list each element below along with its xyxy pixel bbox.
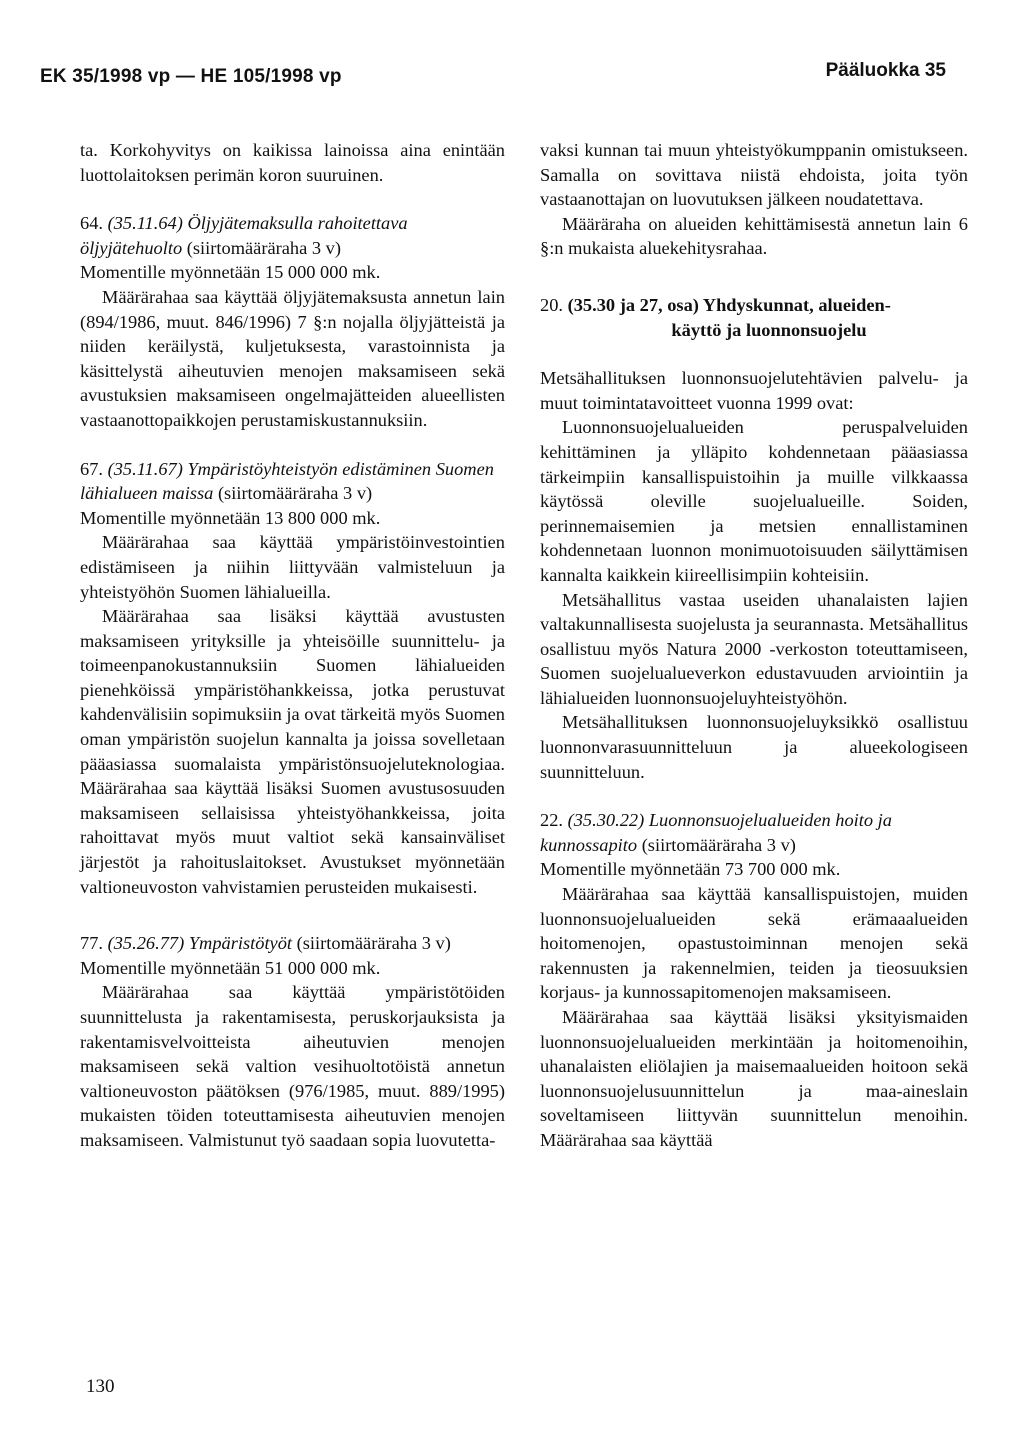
- item-22-heading: [540, 808, 968, 857]
- continuation-paragraph: vaksi kunnan tai muun yhteistyökumppanin omistukseen. Samalla on sovittava niistä ehdoista, joita työn vastaanottajan on luovutuksen jälkeen noudatettava.: [540, 140, 968, 210]
- intro-paragraph: ta. Korkohyvitys on kaikissa lainoissa aina enintään luottolaitoksen perimän koron suuruinen.: [80, 140, 505, 185]
- item-77-number: 77.: [80, 933, 103, 954]
- section-20-goals-intro: Metsähallituksen luonnonsuojelutehtävien palvelu- ja muut toimintatavoitteet vuonna 1999 ovat:: [540, 368, 968, 413]
- running-header-left: EK 35/1998 vp — HE 105/1998 vp: [40, 66, 342, 87]
- section-20-title-line2: käyttö ja luonnonsuojelu: [671, 319, 867, 340]
- section-20-heading: [540, 293, 968, 342]
- item-77-amount: Momentille myönnetään 51 000 000 mk.: [80, 957, 381, 978]
- item-77-text: Määrärahaa saa käyttää ympäristötöiden suunnittelusta ja rakentamisesta, peruskorjauksista ja rakentamisvelvoitteista aiheutuvien menojen maksamiseen sekä valtion vesihuoltotöistä annetun valtioneuvoston päätöksen (976/1985, muut. 889/1995) mukaisten töiden toteuttamisesta aiheutuvien menojen maksamiseen. Valmistunut työ saadaan sopia luovutetta-: [80, 982, 505, 1150]
- item-67-text-2: Määrärahaa saa lisäksi käyttää avustusten maksamiseen yrityksille ja yhteisöille suunnittelu- ja toimeenpanokustannuksiin Suomen lähialueiden pienehköissä ympäristöhankkeissa, jotka perustuvat kahdenvälisiin sopimuksiin ja ovat tärkeitä myös Suomen oman ympäristön suojelun kannalta ja joissa sovelletaan pääasiassa suomalaista ympäristönsuojeluteknologiaa. Määrärahaa saa käyttää lisäksi Suomen avustusosuuden maksamiseen sellaisissa yhteistyöhankkeissa, joita rahoittavat myös muut valtiot sekä kansainväliset järjestöt ja rahoituslaitokset. Avustukset myönnetään valtioneuvoston vahvistamien perusteiden mukaisesti.: [80, 606, 505, 897]
- item-22-number: 22.: [540, 810, 563, 831]
- right-column: [540, 138, 968, 1153]
- item-22-text-1: Määrärahaa saa käyttää kansallispuistojen, muiden luonnonsuojelualueiden sekä erämaaalueiden hoitomenojen, opastustoiminnan menojen sekä rakennusten ja rakennelmien, teiden ja tieosuuksien korjaus- ja kunnossapitomenojen maksamiseen.: [540, 884, 968, 1003]
- section-20-goal-2: Metsähallitus vastaa useiden uhanalaisten lajien valtakunnallisesta suojelusta ja seurannasta. Metsähallitus osallistuu myös Natura 2000 -verkoston toteuttamiseen, Suomen suojelualueverkon edustavuuden arviointiin ja lähialueiden luonnonsuojeluyhteistyöhön.: [540, 589, 968, 708]
- aluekehitys-paragraph: Määräraha on alueiden kehittämisestä annetun lain 6 §:n mukaista aluekehitysrahaa.: [540, 213, 968, 259]
- item-64-number: 64.: [80, 213, 103, 234]
- item-67-type: (siirtomääräraha 3 v): [217, 483, 373, 504]
- item-77-title: (35.26.77) Ympäristötyöt: [107, 933, 293, 954]
- page-number: 130: [86, 1376, 115, 1397]
- item-67-text-1: Määrärahaa saa käyttää ympäristöinvestointien edistämiseen ja niihin liittyvään valmisteluun ja yhteistyöhön Suomen lähialueilla.: [80, 532, 505, 602]
- item-22-text-2: Määrärahaa saa käyttää lisäksi yksityismaiden luonnonsuojelualueiden merkintään ja hoitomenoihin, uhanalaisten eliölajien ja maisemaalueiden hoitoon sekä luonnonsuojelusuunnittelun ja maa-aineslain soveltamiseen liittyvän suunnittelun menoihin. Määrärahaa saa käyttää: [540, 1007, 968, 1150]
- section-20-title-line1: (35.30 ja 27, osa) Yhdyskunnat, alueiden-: [567, 294, 891, 315]
- section-20-number: 20.: [540, 294, 563, 315]
- item-64-type: (siirtomääräraha 3 v): [186, 237, 341, 258]
- item-22-title: (35.30.22) Luonnonsuojelualueiden hoito ja kunnossapito: [540, 810, 892, 855]
- running-header-right: Pääluokka 35: [825, 60, 946, 81]
- item-67-number: 67.: [80, 458, 103, 479]
- item-64-heading: [80, 211, 505, 260]
- item-22-amount: Momentille myönnetään 73 700 000 mk.: [540, 859, 841, 880]
- item-77-type: (siirtomääräraha 3 v): [296, 933, 451, 954]
- item-64-amount: Momentille myönnetään 15 000 000 mk.: [80, 262, 381, 283]
- item-64-title: (35.11.64) Öljyjätemaksulla rahoitettava öljyjätehuolto: [80, 213, 408, 258]
- item-77-heading: [80, 931, 505, 956]
- item-67-heading: [80, 457, 505, 506]
- item-67-title: (35.11.67) Ympäristöyhteistyön edistäminen Suomen lähialueen maissa: [80, 458, 494, 504]
- item-64-text: Määrärahaa saa käyttää öljyjätemaksusta annetun lain (894/1986, muut. 846/1996) 7 §:n nojalla öljyjätteistä ja niiden keräilystä, kuljetuksesta, varastoinnista ja käsittelystä aiheutuvien menojen maksamiseen sekä avustuksien maksamiseen ongelmajätteiden alueellisten vastaanottopaikkojen perustamiskustannuksiin.: [80, 286, 505, 430]
- left-column: [80, 138, 505, 1153]
- item-22-type: (siirtomääräraha 3 v): [641, 834, 796, 855]
- section-20-goal-3: Metsähallituksen luonnonsuojeluyksikkö osallistuu luonnonvarasuunnitteluun ja alueekologiseen suunnitteluun.: [540, 712, 968, 782]
- section-20-goal-1: Luonnonsuojelualueiden peruspalveluiden kehittäminen ja ylläpito kohdennetaan pääasiassa tärkeimpiin kansallispuistoihin ja muille vilkkaassa käytössä oleville suojelualueille. Soiden, perinnemaisemien ja metsien ennallistaminen kohdennetaan luonnon monimuotoisuuden säilyttämisen kannalta kaikkein kiireellisimpiin kohteisiin.: [540, 417, 968, 585]
- item-67-amount: Momentille myönnetään 13 800 000 mk.: [80, 507, 381, 528]
